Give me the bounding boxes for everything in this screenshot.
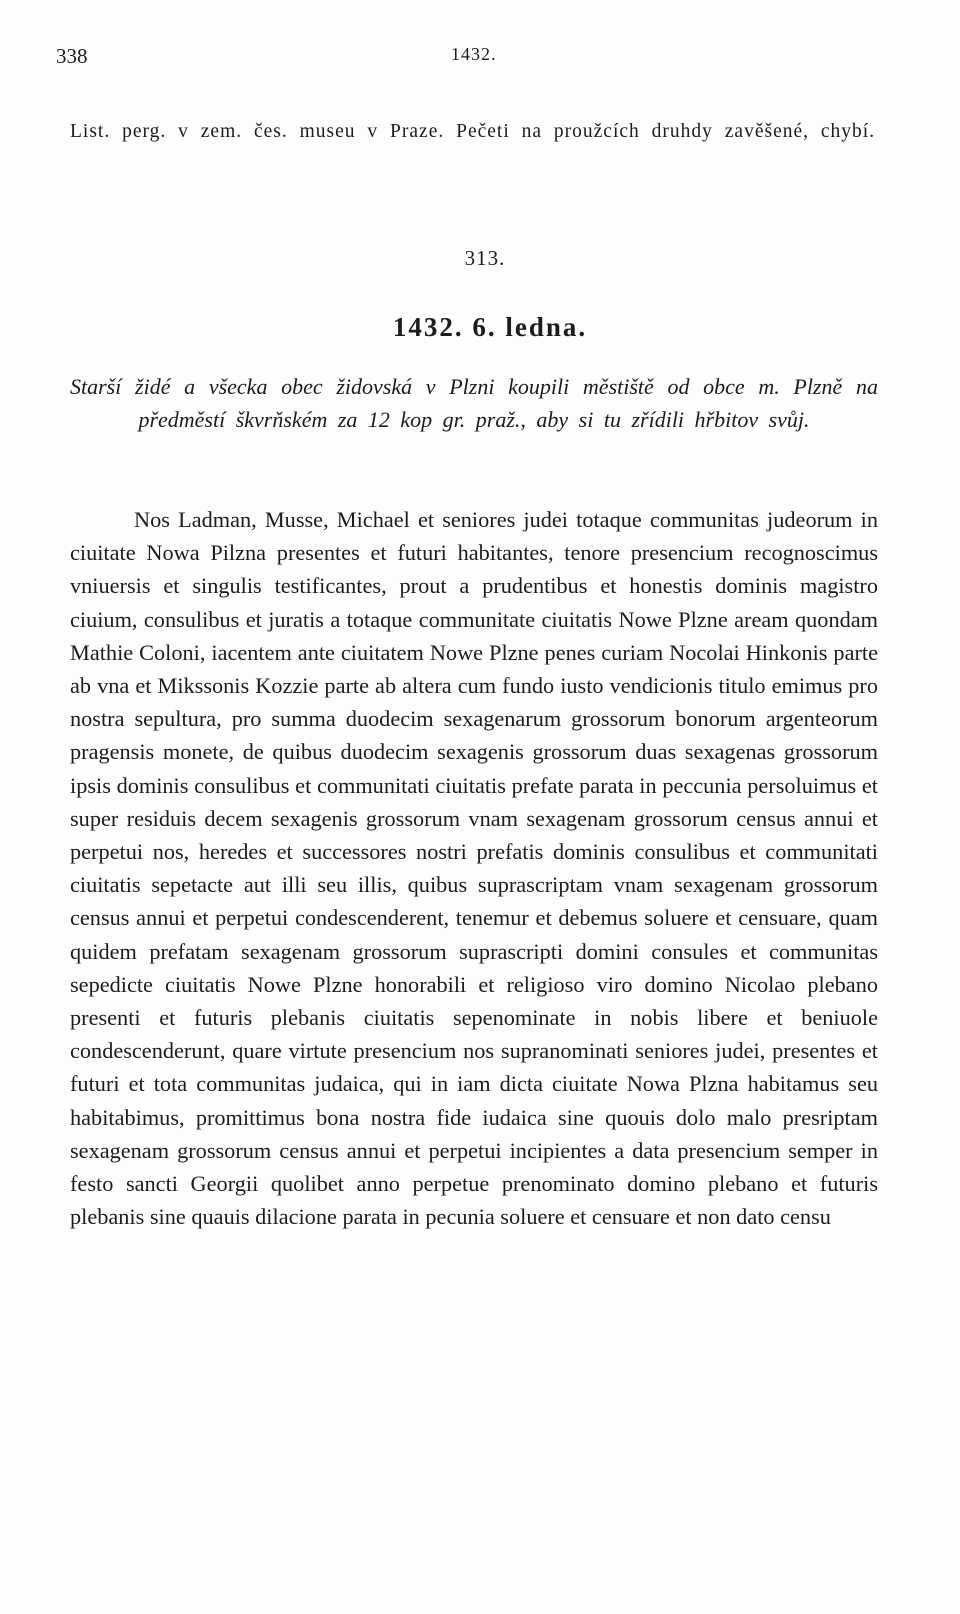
source-note: List. perg. v zem. čes. museu v Praze. Pečeti na proužcích druhdy zavěšené, chybí. <box>70 121 876 142</box>
document-body-text: Nos Ladman, Musse, Michael et seniores judei totaque communitas judeorum in ciuitate Nowa Pilzna presentes et futuri habitantes, tenore presencium recognoscimus vniuersis et singulis testificantes, prout a prudentibus et honestis dominis magistro ciuium, consulibus et juratis a totaque communitate ciuitatis Nowe Plzne aream quondam Mathie Coloni, iacentem ante ciuitatem Nowe Plzne penes curiam Nocolai Hinkonis parte ab vna et Mikssonis Kozzie parte ab altera cum fundo iusto vendicionis titulo emimus pro nostra sepultura, pro summa duodecim sexagenarum grossorum bonorum argenteorum pragensis monete, de quibus duodecim sexagenis grossorum duas sexagenas grossorum ipsis dominis consulibus et communitati ciuitatis prefate parata in peccunia persoluimus et super residuis decem sexagenis grossorum vnam sexagenam grossorum census annui et perpetui nos, heredes et successores nostri prefatis dominis consulibus et communitati ciuitatis sepetacte aut illi seu illis, quibus suprascriptam vnam sexagenam grossorum census annui et perpetui condescenderent, tenemur et debemus soluere et censuare, quam quidem prefatam sexagenam grossorum suprascripti domini consules et communitas sepedicte ciuitatis Nowe Plzne honorabili et religioso viro domino Nicolao plebano presenti et futuris plebanis ciuitatis sepenominate in nobis libere et beniuole condescenderunt, quare virtute presencium nos supranominati seniores judei, presentes et futuri et tota communitas judaica, qui in iam dicta ciuitate Nowa Plzna habitamus seu habitabimus, promittimus bona nostra fide iudaica sine quouis dolo malo presriptam sexagenam grossorum census annui et perpetui incipientes a data presencium semper in festo sancti Georgii quolibet anno perpetue prenominato domino plebano et futuris plebanis sine quauis dilacione parata in pecunia soluere et censuare et non dato censu <box>70 507 878 1230</box>
page-header <box>56 44 886 74</box>
document-regest: Starší židé a všecka obec židovská v Plzni koupili městiště od obce m. Plzně na předměstí škvrňském za 12 kop gr. praž., aby si tu zřídili hřbitov svůj. <box>70 374 878 432</box>
document-date: 1432. 6. ledna. <box>392 312 588 342</box>
page-number: 338 <box>56 44 88 68</box>
document-number: 313. <box>464 246 506 270</box>
running-head-year: 1432. <box>451 44 497 64</box>
